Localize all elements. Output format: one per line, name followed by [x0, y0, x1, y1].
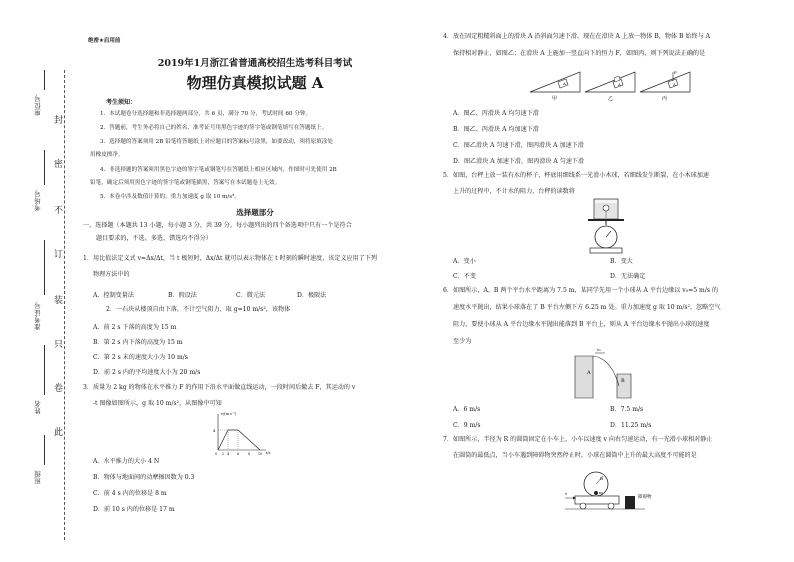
option: C．图乙滑块 A 匀速下滑，图丙滑块 A 加速下滑 [453, 142, 584, 149]
figure-label: 乙 [608, 96, 614, 102]
option: C．9 m/s [453, 422, 481, 429]
option: A．前 2 s 下落的高度为 15 m [93, 324, 177, 331]
seal-char: 封 [54, 112, 63, 127]
question-6-stem: 6．如图所示，A、B 两个平台水平距离为 7.5 m，某同学先用一个小球从 A 平台边缘以 v₀=5 m/s 的 [443, 287, 719, 294]
field-line [44, 435, 45, 465]
question-4-stem: 保持相对静止，如图乙；在滑块 A 上施加一竖直向下的恒力 F，如图丙，则下列说法正确的是 [453, 50, 706, 57]
svg-text:A: A [673, 82, 676, 87]
graph-xtick: 6 [237, 452, 240, 456]
notice-item: 4．非选择题的答案须用黑色字迹的签字笔或钢笔写在答题纸上相应区域内，作图时可先使用 2B [100, 167, 337, 173]
graph-xtick: 4 [227, 452, 230, 456]
field-class: 班级 [34, 470, 42, 484]
option: D．图乙滑块 A 加速下滑，图丙滑块 A 匀速下滑 [453, 158, 585, 165]
label-v: v [565, 491, 568, 496]
question-1-stem: 1．用比值法定义式 v=Δx/Δt，当 t 极短时，Δx/Δt 就可以表示物体在 t 时刻的瞬时速度，该定义应用了下列 [83, 255, 377, 262]
question-5-stem: 上升的过程中，不计水的阻力，台秤的读数将 [453, 188, 575, 195]
seal-char: 密 [54, 156, 63, 171]
option: D．无法确定 [610, 273, 646, 280]
label-v0: v₀ [597, 347, 601, 352]
exam-subtitle: 物理仿真模拟试题 A [186, 74, 324, 92]
option: B．变大 [610, 258, 633, 265]
graph-ytick: 4 [213, 429, 216, 433]
option: C．不变 [453, 273, 476, 280]
section-title: 选择题部分 [236, 208, 274, 217]
projectile-figure [573, 346, 633, 400]
question-3-stem: -t 图像如图所示，g 取 10 m/s²，从图像中可知 [93, 400, 222, 407]
notice-item: 2．答题前，考生务必将自己的姓名、准考证号用黑色字迹的签字笔或钢笔填写在答题纸上。 [100, 125, 328, 131]
field-seat: 座位号 [34, 95, 42, 116]
option: B．假设法 [168, 292, 197, 299]
question-6-stem: 至少为 [453, 338, 472, 345]
option: C．微元法 [236, 292, 266, 299]
label-b: B [621, 378, 625, 384]
option: A．图乙、丙滑块 A 均匀速下滑 [453, 110, 539, 117]
option: D．前 10 s 内的位移是 17 m [93, 506, 175, 513]
label-r: R [600, 476, 604, 481]
notice-item: 铅笔，确定后须用黑色字迹的签字笔或钢笔描黑，答案写在本试题卷上无效。 [90, 180, 281, 186]
scale-figure [585, 195, 627, 255]
notice-item: 3．选择题的答案须用 2B 铅笔将答题纸上对应题目的答案标号涂黑，如要改动，须将原填涂处 [100, 139, 333, 145]
notice-item: 1．本试题卷分选择题和非选择题两部分，共 6 页，满分 70 分，考试时间 60 分钟。 [100, 111, 312, 117]
label-a: A [587, 370, 591, 376]
question-2-stem: 2．一石块从楼顶自由下落，不计空气阻力，取 g=10 m/s²，该物体 [106, 306, 291, 313]
field-exam-id: 准考证号 [34, 302, 42, 330]
notice-item: 5．本卷中涉及数值计算的，重力加速度 g 取 10 m/s²。 [100, 194, 240, 200]
option: A．控制变量法 [93, 292, 134, 299]
question-3-stem: 3．质量为 2 kg 的物体在水平推力 F 的作用下沿水平面做直线运动，一段时间后撤去 F，其运动的 v [83, 384, 356, 391]
seal-char: 卷 [54, 380, 63, 395]
option: D．11.25 m/s [610, 422, 652, 429]
notice-item: 用橡皮擦净。 [90, 152, 124, 158]
option: B．图乙、丙滑块 A 均加速下滑 [453, 126, 539, 133]
option: C．第 2 s 末的速度大小为 10 m/s [93, 354, 188, 361]
seal-dotted-line [64, 70, 65, 540]
option: A．变小 [453, 258, 476, 265]
option: B．7.5 m/s [610, 406, 644, 413]
question-6-stem: 阻力，要使小球从 A 平台边缘水平抛出能落到 B 平台上，则从 A 平台边缘水平抛出小球的速度 [453, 321, 710, 328]
graph-xtick: 8 [248, 452, 251, 456]
svg-text:F: F [674, 70, 677, 75]
seal-char: 只 [54, 336, 63, 351]
vt-graph [210, 410, 270, 455]
field-line [44, 345, 45, 395]
figure-label: 甲 [552, 96, 558, 102]
cart-figure [565, 462, 665, 522]
graph-ylabel: v/(m·s⁻¹) [221, 412, 237, 416]
question-7-stem: 在圆筒的最低点，当小车遇到障碍物突然停止时，小球在圆筒中上升的最大高度不可能的是 [453, 452, 697, 459]
field-name: 姓名 [34, 400, 42, 414]
field-line [44, 150, 45, 185]
option: B．第 2 s 内下落的高度为 15 m [93, 339, 183, 346]
seal-char: 不 [54, 202, 63, 217]
graph-xtick: 10 [258, 452, 263, 456]
seal-char: 订 [54, 246, 63, 261]
part-instructions: 题目要求的，不选、多选、错选均不得分） [96, 235, 212, 242]
question-7-stem: 7．如图所示，半径为 R 的圆筒固定在小车上，小车以速度 v 向右匀速运动，有一光滑小球相对静止 [443, 436, 713, 443]
label-obstacle: 障碍物 [638, 495, 652, 500]
part-instructions: 一、选择题（本题共 13 小题，每小题 3 分，共 39 分。每小题列出的四个备选项中只有一个是符合 [83, 222, 352, 229]
question-5-stem: 5．如图，台秤上放一装有水的杯子，杯底用细线系一光滑小木球，若细线发生断裂，在小木球加速 [443, 172, 709, 179]
field-line [44, 70, 45, 90]
binding-margin [0, 0, 80, 562]
option: C．前 4 s 内的位移是 8 m [93, 490, 167, 497]
question-4-stem: 4．放在固定粗糙斜面上的滑块 A 沿斜面匀速下滑。现在在滑块 A 上放一物体 B，物体 B 始终与 A [443, 33, 710, 40]
svg-text:A: A [563, 81, 566, 86]
svg-text:A: A [618, 82, 621, 87]
question-6-stem: 速度水平抛出，结果小球落在了 B 平台左侧下方 6.25 m 处。重力加速度 g 取 10 m/s²，忽略空气 [453, 304, 721, 311]
seal-char: 装 [54, 292, 63, 307]
secret-mark: 绝密★启用前 [88, 38, 121, 44]
option: B．物体与地面间的动摩擦因数为 0.3 [93, 474, 195, 481]
option: D．前 2 s 内的平均速度大小为 20 m/s [93, 369, 201, 376]
field-line [44, 240, 45, 295]
option: A．水平推力的大小 4 N [93, 458, 160, 465]
option: D．极限法 [297, 292, 327, 299]
field-room: 考场号 [34, 190, 42, 211]
option: A．6 m/s [453, 406, 481, 413]
exam-title: 2019年1月浙江省普通高校招生选考科目考试 [157, 58, 353, 69]
seal-char: 此 [54, 424, 63, 439]
question-1-stem: 物理方法中的 [93, 271, 130, 278]
figure-label: 丙 [662, 96, 668, 102]
incline-figures [528, 64, 693, 102]
graph-xtick: 2 [222, 452, 225, 456]
graph-xtick: 0 [215, 452, 218, 456]
notice-heading: 考生须知： [106, 99, 137, 106]
label-m: m [599, 490, 603, 495]
graph-xlabel: t/s [266, 451, 271, 455]
